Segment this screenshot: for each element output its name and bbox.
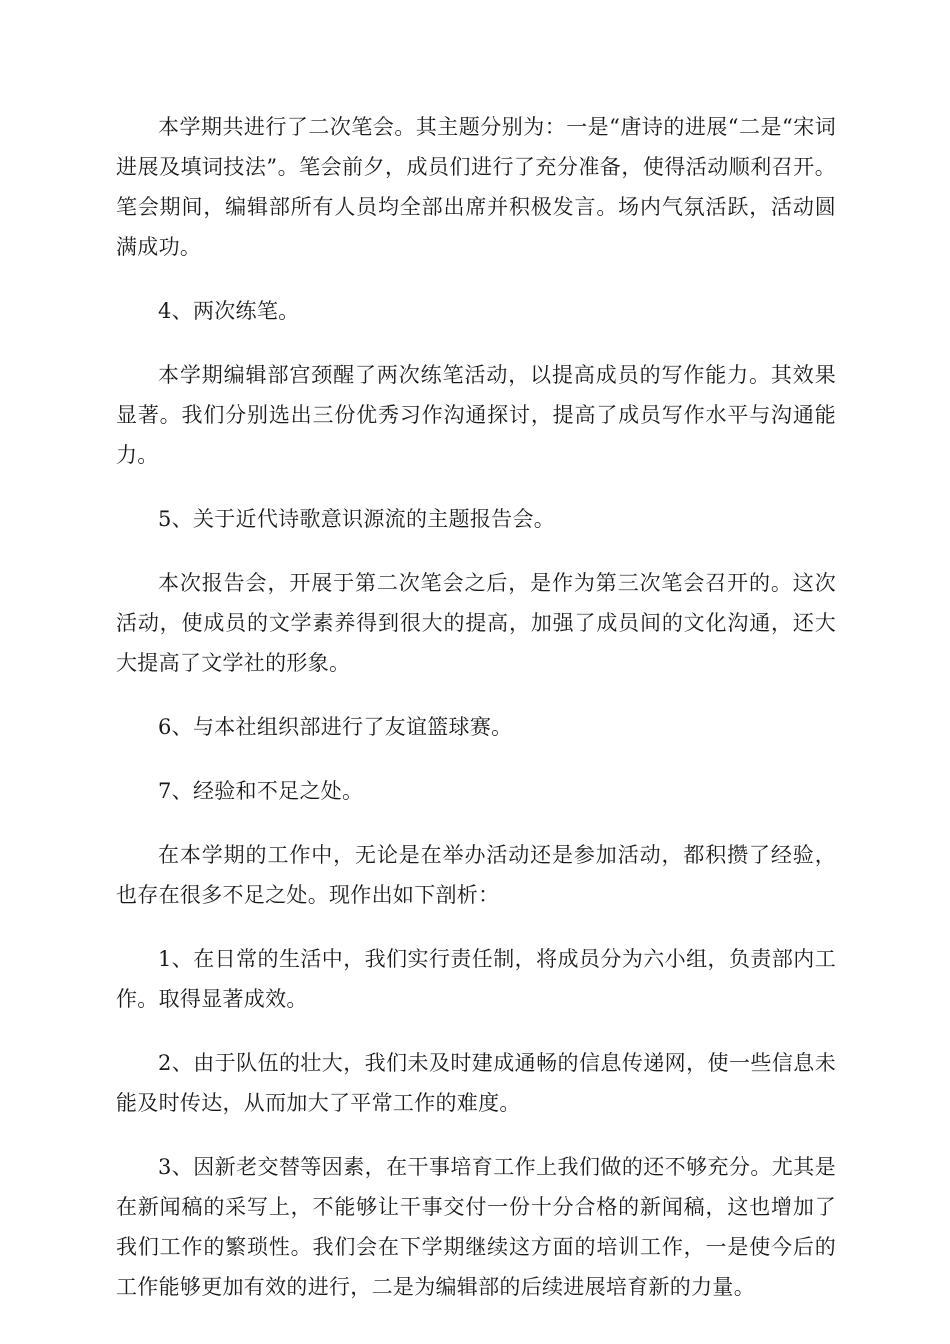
heading-poetry-report-meeting: 5、关于近代诗歌意识源流的主题报告会。 — [158, 507, 556, 531]
paragraph-point-1: 1、在日常的生活中，我们实行责任制，将成员分为六小组，负责部内工作。取得显著成效。 — [116, 947, 836, 1011]
paragraph-experience-intro: 在本学期的工作中，无论是在举办活动还是参加活动，都积攒了经验，也存在很多不足之处。现作出如下剖析： — [116, 843, 836, 907]
paragraph-poetry-report-meeting: 本次报告会，开展于第二次笔会之后，是作为第三次笔会召开的。这次活动，使成员的文学素养得到很大的提高，加强了成员间的文化沟通，还大大提高了文学社的形象。 — [116, 571, 836, 675]
heading-experience-and-shortcomings: 7、经验和不足之处。 — [158, 779, 364, 803]
document-body — [116, 107, 836, 1307]
paragraph-writing-meetings: 本学期共进行了二次笔会。其主题分别为：一是“唐诗的进展“二是“宋词进展及填词技法”。笔会前夕，成员们进行了充分准备，使得活动顺利召开。笔会期间，编辑部所有人员均全部出席并积极发言。场内气氛活跃，活动圆满成功。 — [116, 115, 836, 259]
paragraph-point-3: 3、因新老交替等因素，在干事培育工作上我们做的还不够充分。尤其是在新闻稿的采写上，不能够让干事交付一份十分合格的新闻稿，这也增加了我们工作的繁琐性。我们会在下学期继续这方面的培训工作，一是使今后的工作能够更加有效的进行，二是为编辑部的后续进展培育新的力量。 — [116, 1155, 836, 1299]
paragraph-point-2: 2、由于队伍的壮大，我们未及时建成通畅的信息传递网，使一些信息未能及时传达，从而加大了平常工作的难度。 — [116, 1051, 836, 1115]
heading-two-writing-practices: 4、两次练笔。 — [158, 299, 300, 323]
heading-basketball-match: 6、与本社组织部进行了友谊篮球赛。 — [158, 715, 513, 739]
paragraph-writing-practices: 本学期编辑部宫颈醒了两次练笔活动，以提高成员的写作能力。其效果显著。我们分别选出三份优秀习作沟通探讨，提高了成员写作水平与沟通能力。 — [116, 363, 836, 467]
